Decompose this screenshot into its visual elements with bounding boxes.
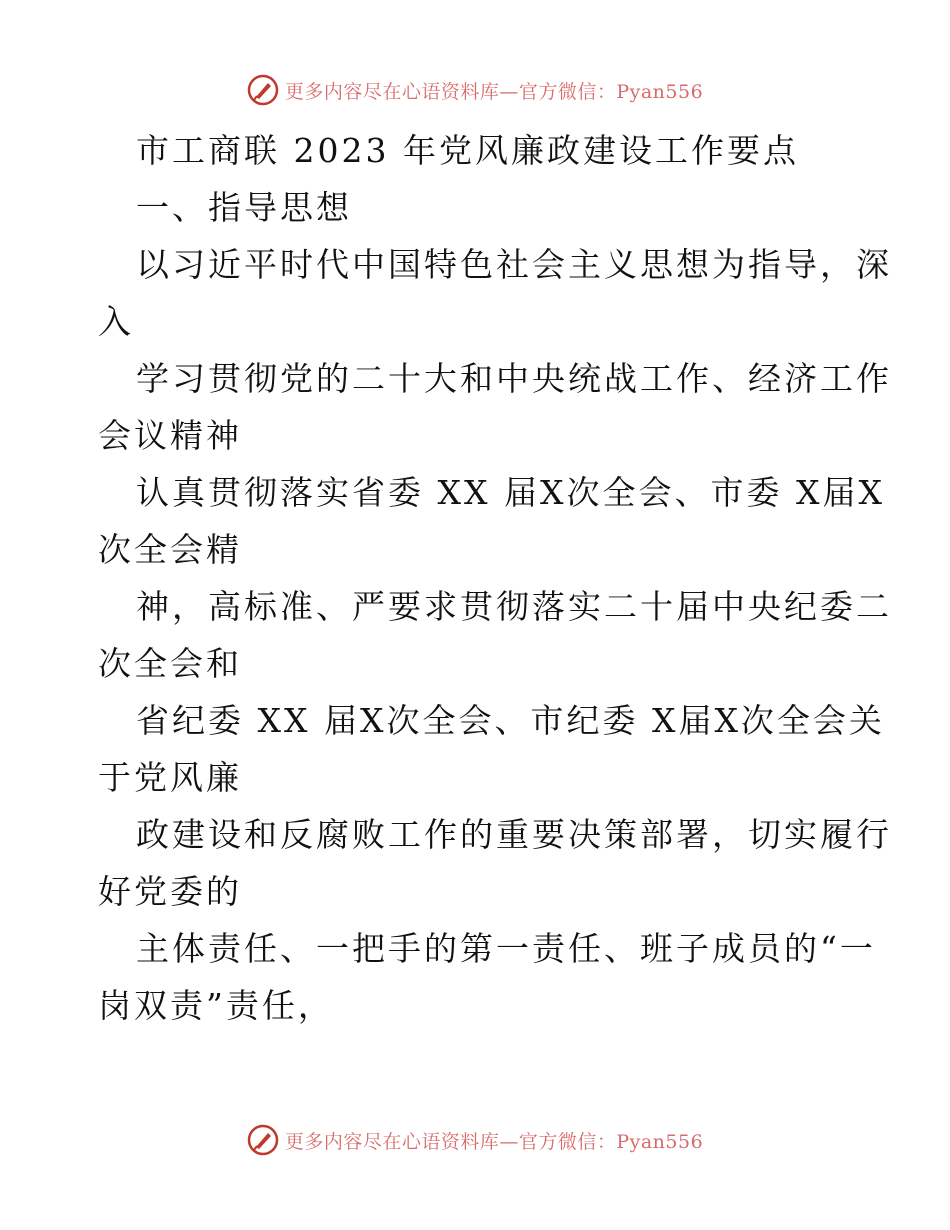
paragraph-line: 于党风廉 <box>98 758 242 797</box>
paragraph-line: 岗双责”责任， <box>98 986 334 1025</box>
paragraph-line: 会议精神 <box>98 416 242 455</box>
paragraph-line: 主体责任、一把手的第一责任、班子成员的“一 <box>136 929 876 968</box>
watermark-text: 更多内容尽在心语资料库—官方微信：Pyan556 <box>284 80 704 103</box>
paragraph-line: 神，高标准、严要求贯彻落实二十届中央纪委二 <box>136 587 892 626</box>
document-title: 市工商联 2023 年党风廉政建设工作要点 <box>136 131 799 170</box>
paragraph-line: 学习贯彻党的二十大和中央统战工作、经济工作 <box>136 359 892 398</box>
quill-logo-icon <box>247 74 279 106</box>
header-watermark <box>0 70 950 110</box>
section-heading: 一、指导思想 <box>136 188 352 227</box>
paragraph-line: 入 <box>98 302 134 341</box>
paragraph-line: 好党委的 <box>98 872 242 911</box>
paragraph-line: 省纪委 XX 届X次全会、市纪委 X届X次全会关 <box>136 701 885 740</box>
document-body <box>98 122 892 1034</box>
paragraph-line: 次全会和 <box>98 644 242 683</box>
paragraph-line: 认真贯彻落实省委 XX 届X次全会、市委 X届X <box>136 473 885 512</box>
watermark-text: 更多内容尽在心语资料库—官方微信：Pyan556 <box>284 1130 704 1153</box>
paragraph-line: 政建设和反腐败工作的重要决策部署，切实履行 <box>136 815 892 854</box>
quill-logo-icon <box>247 1124 279 1156</box>
footer-watermark <box>0 1120 950 1160</box>
paragraph-line: 次全会精 <box>98 530 242 569</box>
paragraph-line: 以习近平时代中国特色社会主义思想为指导，深 <box>136 245 892 284</box>
